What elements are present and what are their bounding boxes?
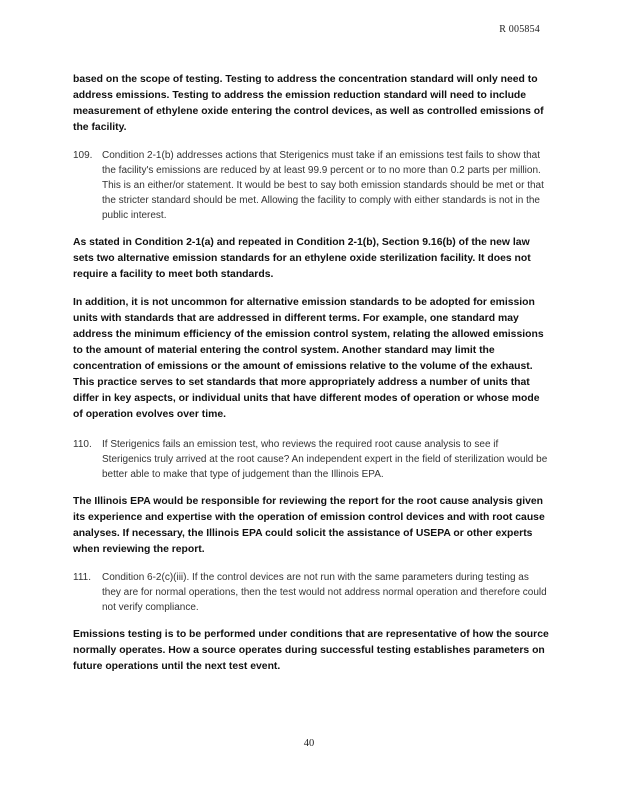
comment-number: 109. bbox=[73, 150, 93, 161]
comment-111 bbox=[73, 570, 549, 615]
comment-number: 111. bbox=[73, 572, 91, 583]
comment-text: If Sterigenics fails an emission test, who reviews the required root cause analysis to see if Sterigenics truly arrived at the root cause? An independent expert in the field of sterilization would be better able to make that type of judgement than the Illinois EPA. bbox=[102, 439, 548, 480]
response-paragraph-5: Emissions testing is to be performed under conditions that are representative of how the source normally operates. How a source operates during successful testing establishes parameters on future operations until the next test event. bbox=[73, 629, 549, 672]
response-paragraph-3: In addition, it is not uncommon for alternative emission standards to be adopted for emission units with standards that are addressed in different terms. For example, one standard may address the minimum efficiency of the emission control system, relating the allowed emissions to the amount of material entering the control system. Another standard may limit the concentration of emissions or the amount of emissions relative to the volume of the exhaust. This practice serves to set standards that more appropriately address a number of units that differ in key aspects, or individual units that have different modes of operation or whose mode of operation evolves over time. bbox=[73, 297, 544, 420]
comment-109 bbox=[73, 148, 549, 223]
comment-110 bbox=[73, 437, 549, 482]
comment-text: Condition 6-2(c)(iii). If the control devices are not run with the same parameters during testing as they are for normal operations, then the test would not address normal operation and therefore could not verify compliance. bbox=[102, 572, 547, 613]
document-body bbox=[73, 72, 549, 675]
document-id: R 005854 bbox=[499, 24, 540, 35]
response-paragraph-4: The Illinois EPA would be responsible for reviewing the report for the root cause analysis given its experience and expertise with the operation of emission control devices and with root cause analyses. If necessary, the Illinois EPA could solicit the assistance of USEPA or other experts when reviewing the report. bbox=[73, 496, 545, 555]
comment-text: Condition 2-1(b) addresses actions that Sterigenics must take if an emissions test fails to show that the facility's emissions are reduced by at least 99.9 percent or to no more than 0.2 parts per million. This is an either/or statement. It would be best to say both emission standards should be met or that the stricter standard should be met. Allowing the facility to comply with either standards is not in the public interest. bbox=[102, 150, 544, 221]
response-paragraph-2: As stated in Condition 2-1(a) and repeated in Condition 2-1(b), Section 9.16(b) of the new law sets two alternative emission standards for an ethylene oxide sterilization facility. It does not require a facility to meet both standards. bbox=[73, 237, 531, 280]
page-number: 40 bbox=[303, 738, 315, 749]
comment-number: 110. bbox=[73, 439, 92, 450]
response-paragraph-1: based on the scope of testing. Testing to address the concentration standard will only need to address emissions. Testing to address the emission reduction standard will need to include measurement of ethylene oxide entering the control devices, as well as controlled emissions of the facility. bbox=[73, 74, 544, 133]
